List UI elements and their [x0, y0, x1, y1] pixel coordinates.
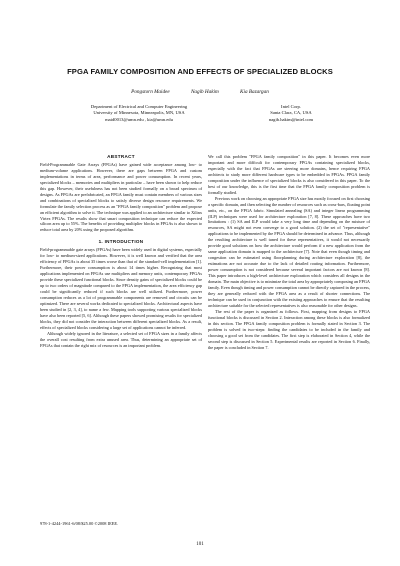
copyright-notice: 978-1-4244-1961-6/08/$25.00 ©2008 IEEE.: [40, 521, 119, 526]
author-name: Nagib Hakim: [190, 89, 219, 95]
body-paragraph: Although widely ignored in the literature, a selected set of FPGA sizes in a family affects the overall cost resulting from extra unused area. Thus, determining an appropriate set of FPGAs that contain the right mix of resources is an important problem.: [40, 330, 202, 348]
body-paragraph: We call this problem "FPGA family composition" in this paper. It becomes even more important and more difficult for contemporary FPGAs containing specialized blocks, especially with the fact that FPGAs are steering more domains, hence requiring FPGA architects to study more different hardware types to be embedded in FPGAs. FPGA family composition under the influence of specialized blocks is also considered in this paper. To the best of our knowledge, this is the first time that the FPGA family composition problem is formally studied.: [208, 154, 370, 195]
affiliation-line: Santa Clara, CA, USA: [270, 110, 312, 116]
author-list: [0, 89, 400, 95]
affiliation-line: Intel Corp.: [281, 104, 301, 109]
author-emails: maid0013@umn.edu , kia@umn.edu: [105, 116, 173, 122]
body-paragraph: Previous work on choosing an appropriate FPGA size has mostly focused on first choosing a specific domain, and then selecting the number of resources such as cross-bars, floating point units, etc., on the FPGA fabric. Simulated annealing (SA) and integer linear programming (ILP) techniques were used for architecture exploration [7, 8]. These approaches have two limitations : (1) SA and ILP would take a very long time and depending on the mixture of resources, SA might not even converge to a good solution. (2) the set of "representative" applications to be implemented by the FPGA should be determined in advance. Thus, although the resulting architecture is well tuned for these representatives, it would not necessarily provide good solutions on how the architecture would perform if a new application from the same application domain is mapped to the architecture [7]. Note that even though timing and congestion can be estimated using floorplanning during architecture exploration [8], the estimations are not accurate due to the lack of detailed routing information. Furthermore, power consumption is not considered because several important factors are not known [8]. This paper introduces a high-level architecture exploration which considers all designs in the domain. The main objective is to minimize the total area by appropriately composing an FPGA family. Even though timing and power consumption cannot be directly captured in the process, they are generally reduced with the FPGA area as a result of shorter connections. The technique can be used in conjunction with the existing approaches to ensure that the resulting architecture suitable for the selected representatives is also reasonable for other designs.: [208, 195, 370, 308]
affiliation-right: [236, 104, 346, 123]
affiliation-left: [64, 104, 214, 123]
section-heading: 1. INTRODUCTION: [98, 239, 144, 245]
affiliation-line: University of Minnesota, Minneapolis, MN, USA: [93, 110, 185, 116]
abstract-text: Field-Programmable Gate Arrays (FPGAs) have gained wide acceptance among low- to medium-volume applications. However, there are gaps between FPGA and custom implementations in terms of area, performance and power consumption. In recent years, specialized blocks – memories and multipliers in particular – have been shown to help reduce this gap. However, their usefulness has not been studied formally on a broad spectrum of designs. As FPGAs are prefabricated, an FPGA family must contain members of various sizes and combinations of specialized blocks to satisfy diverse design resource requirements. We formulate the family selection process as an "FPGA family composition" problem and propose an efficient algorithm to solve it. The technique was applied to an architecture similar to Xilinx Virtex FPGAs. The results show that smart composition technique can reduce the expected silicon area up to 55%. The benefits of providing multiplier blocks in FPGAs is also shown to reduce total area by 20% using the proposed algorithm.: [40, 161, 202, 233]
author-name: Pongstorn Maidee: [131, 89, 170, 95]
affiliation-line: Department of Electrical and Computer Engineering: [90, 104, 188, 109]
page-number: 101: [196, 542, 204, 547]
left-column: [40, 154, 202, 349]
body-paragraph: Field-programmable gate arrays (FPGAs) have been widely used in digital systems, especially for low- to medium-sized applications. However, it is well known and verified that the area efficiency of FPGAs is about 35 times worse than that of the standard-cell implementation [1]. Furthermore, their power consumption is about 14 times higher. Recognizing that most applications implemented on FPGAs use multipliers and memory units, contemporary FPGAs provide these specialized functional blocks. Since density gains of specialized blocks could be up to two orders of magnitude compared to the FPGA implementation, the area efficiency gap could be significantly reduced if such blocks are well utilized. Furthermore, power consumption reduces as a lot of programmable components are removed and circuits can be optimized. There are several works dedicated to specialized blocks. Architectural aspects have been studied in [2, 3, 4], to name a few. Mapping tools supporting various specialized blocks have also been reported [5, 6]. Although these papers showed promising results for specialized blocks, they did not consider the interaction between different specialized blocks. As a result, effects of specialized blocks considering a large set of applications cannot be inferred.: [40, 247, 202, 330]
paper-title: FPGA FAMILY COMPOSITION AND EFFECTS OF SPECIALIZED BLOCKS: [67, 67, 333, 76]
author-emails: nagib.hakim@intel.com: [268, 116, 314, 122]
abstract-heading: ABSTRACT: [107, 154, 135, 159]
author-name: Kia Bazargan: [240, 89, 269, 95]
right-column: [208, 154, 370, 350]
body-paragraph: The rest of the paper is organized as follows. First, mapping from designs to FPGA functional blocks is discussed in Section 2. Interaction among these blocks is also formalized in this section. The FPGA family composition problem is formally stated in Section 3. The problem is solved in two-steps: finding the candidates to be included in the family and choosing a good set from the candidates. The first step is elaborated in Section 4, while the second step is discussed in Section 5. Experimental results are reported in Section 6. Finally, the paper is concluded in Section 7.: [208, 308, 370, 350]
